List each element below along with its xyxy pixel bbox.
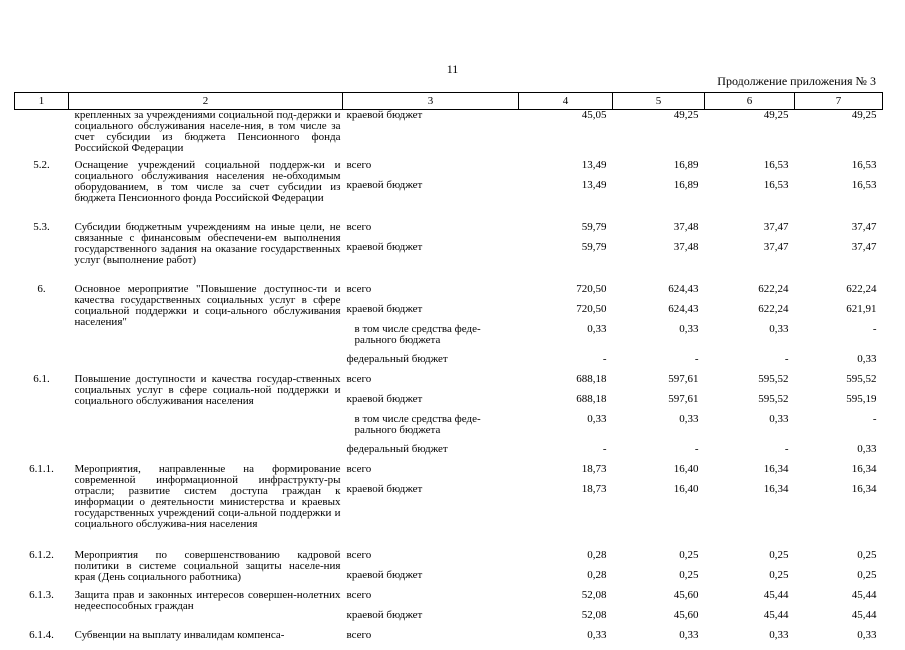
table-row <box>15 284 883 374</box>
activity-name: Защита прав и законных интересов совершен-нолетних недееспособных граждан <box>74 588 341 612</box>
row-number: 6. <box>37 282 46 295</box>
amount-value: 59,79 <box>581 220 607 233</box>
activity-name: Мероприятия, направленные на формирование современной информационной инфраструкту-ры отрасли; развитие систем доступа граждан к информации о деятельности министерства и краевых государственных учреждений соци-альной поддержки и социального обслужива-ния населения <box>74 462 341 530</box>
amount-value: 18,73 <box>581 482 607 495</box>
value-cell-col5 <box>613 160 705 222</box>
funding-source-cell <box>343 374 519 464</box>
amount-value: 0,25 <box>679 548 699 561</box>
amount-value: 52,08 <box>581 608 607 621</box>
funding-source-cell <box>343 222 519 284</box>
row-number: 6.1.1. <box>29 462 54 475</box>
value-cell-col7 <box>795 110 883 160</box>
row-number: 5.3. <box>33 220 50 233</box>
value-cell-col4 <box>519 110 613 160</box>
value-cell-col4 <box>519 222 613 284</box>
amount-value: 0,33 <box>679 322 699 335</box>
header-cell: 6 <box>705 93 795 110</box>
amount-value: 37,47 <box>851 240 877 253</box>
value-cell-col6 <box>705 550 795 590</box>
table-row <box>15 590 883 630</box>
value-cell-col7 <box>795 590 883 630</box>
page-number: 11 <box>446 62 459 76</box>
row-number: 6.1.3. <box>29 588 54 601</box>
value-cell-col7 <box>795 222 883 284</box>
funding-source: всего <box>346 462 372 475</box>
activity-name: Мероприятия по совершенствованию кадровой политики в системе социальной защиты населе-ния края (День социального работника) <box>74 548 341 583</box>
amount-value: - <box>694 352 699 365</box>
value-cell-col6 <box>705 222 795 284</box>
amount-value: 597,61 <box>668 372 699 385</box>
funding-source: всего <box>346 372 372 385</box>
amount-value: - <box>602 352 607 365</box>
amount-value: 13,49 <box>581 178 607 191</box>
funding-source: краевой бюджет <box>346 302 423 315</box>
amount-value: 16,40 <box>673 482 699 495</box>
header-cell: 1 <box>15 93 69 110</box>
amount-value: 13,49 <box>581 158 607 171</box>
amount-value: 688,18 <box>576 372 607 385</box>
amount-value: 18,73 <box>581 462 607 475</box>
amount-value: 0,25 <box>769 568 789 581</box>
amount-value: 0,33 <box>587 628 607 641</box>
header-cell: 3 <box>343 93 519 110</box>
amount-value: 0,33 <box>857 442 877 455</box>
amount-value: 597,61 <box>668 392 699 405</box>
table-row <box>15 464 883 550</box>
table-row <box>15 110 883 160</box>
amount-value: 49,25 <box>851 109 877 121</box>
amount-value: 37,47 <box>763 240 789 253</box>
row-number: 6.1.2. <box>29 548 54 561</box>
funding-source: краевой бюджет <box>346 482 423 495</box>
value-cell-col5 <box>613 374 705 464</box>
amount-value: 37,47 <box>763 220 789 233</box>
funding-source-cell <box>343 590 519 630</box>
funding-source: федеральный бюджет <box>346 352 448 365</box>
activity-name: Субвенции на выплату инвалидам компенса- <box>74 628 285 641</box>
table-row <box>15 374 883 464</box>
funding-source: в том числе средства феде-рального бюджета <box>354 412 481 436</box>
value-cell-col7 <box>795 550 883 590</box>
funding-source-cell <box>343 160 519 222</box>
amount-value: 622,24 <box>846 282 877 295</box>
amount-value: 0,33 <box>587 412 607 425</box>
amount-value: 0,25 <box>857 568 877 581</box>
value-cell-col7 <box>795 284 883 374</box>
row-number <box>15 110 69 160</box>
amount-value: 16,89 <box>673 158 699 171</box>
amount-value: 688,18 <box>576 392 607 405</box>
amount-value: 622,24 <box>758 282 789 295</box>
continuation-label: Продолжение приложения № 3 <box>717 74 876 88</box>
funding-source: федеральный бюджет <box>346 442 448 455</box>
funding-source-cell <box>343 284 519 374</box>
funding-source: в том числе средства феде-рального бюджета <box>354 322 481 346</box>
funding-source: всего <box>346 628 372 641</box>
amount-value: 45,05 <box>581 109 607 121</box>
amount-value: - <box>602 442 607 455</box>
amount-value: 16,34 <box>763 462 789 475</box>
funding-source-cell <box>343 464 519 550</box>
amount-value: 16,34 <box>851 482 877 495</box>
value-cell-col5 <box>613 110 705 160</box>
value-cell-col6 <box>705 284 795 374</box>
amount-value: - <box>784 352 789 365</box>
row-number: 6.1. <box>33 372 50 385</box>
amount-value: 45,44 <box>851 608 877 621</box>
value-cell-col4 <box>519 160 613 222</box>
activity-name: Субсидии бюджетным учреждениям на иные цели, не связанные с финансовым обеспечени-ем выполнения государственного задания на оказание государственных услуг (выполнение работ) <box>74 220 341 266</box>
amount-value: 0,25 <box>857 548 877 561</box>
funding-source-cell <box>343 550 519 590</box>
table-header <box>15 93 883 110</box>
amount-value: 595,19 <box>846 392 877 405</box>
amount-value: - <box>872 412 877 425</box>
row-number: 5.2. <box>33 158 50 171</box>
value-cell-col4 <box>519 590 613 630</box>
amount-value: 595,52 <box>846 372 877 385</box>
funding-source: краевой бюджет <box>346 392 423 405</box>
amount-value: 621,91 <box>846 302 877 315</box>
amount-value: 0,25 <box>769 548 789 561</box>
amount-value: 16,40 <box>673 462 699 475</box>
value-cell-col6 <box>705 464 795 550</box>
amount-value: 0,33 <box>587 322 607 335</box>
header-cell: 5 <box>613 93 705 110</box>
amount-value: 595,52 <box>758 392 789 405</box>
amount-value: - <box>872 322 877 335</box>
amount-value: 37,48 <box>673 220 699 233</box>
amount-value: 16,53 <box>763 158 789 171</box>
amount-value: 16,34 <box>851 462 877 475</box>
value-cell-col4 <box>519 550 613 590</box>
value-cell-col7 <box>795 160 883 222</box>
budget-table <box>14 92 883 650</box>
amount-value: 45,60 <box>673 608 699 621</box>
amount-value: - <box>784 442 789 455</box>
value-cell-col4 <box>519 464 613 550</box>
table-row <box>15 160 883 222</box>
activity-name: Основное мероприятие "Повышение доступнос-ти и качества государственных социальных услуг в сфере социальной поддержки и соци-ального обслуживания населения" <box>74 282 341 328</box>
table-row <box>15 222 883 284</box>
amount-value: 45,44 <box>851 588 877 601</box>
funding-source: всего <box>346 548 372 561</box>
amount-value: - <box>694 442 699 455</box>
funding-source: всего <box>346 158 372 171</box>
amount-value: 45,44 <box>763 608 789 621</box>
funding-source: краевой бюджет <box>346 608 423 621</box>
activity-name: крепленных за учреждениями социальной под-держки и социального обслуживания населе-ния, в том числе за счет субсидии из бюджета Пенсионного фонда Российской Федерации <box>74 109 341 154</box>
amount-value: 49,25 <box>673 109 699 121</box>
funding-source: всего <box>346 588 372 601</box>
amount-value: 16,34 <box>763 482 789 495</box>
value-cell-col6 <box>705 374 795 464</box>
amount-value: 624,43 <box>668 302 699 315</box>
amount-value: 0,33 <box>769 412 789 425</box>
amount-value: 720,50 <box>576 282 607 295</box>
amount-value: 0,33 <box>679 412 699 425</box>
amount-value: 16,89 <box>673 178 699 191</box>
funding-source-cell <box>343 110 519 160</box>
amount-value: 0,28 <box>587 548 607 561</box>
amount-value: 0,33 <box>857 628 877 641</box>
header-cell: 2 <box>69 93 343 110</box>
funding-source: краевой бюджет <box>346 109 423 121</box>
value-cell-col4 <box>519 374 613 464</box>
amount-value: 45,60 <box>673 588 699 601</box>
activity-name: Оснащение учреждений социальной поддерж-ки и социального обслуживания населения не-обходимым оборудованием, в том числе за счет субсидии из бюджета Пенсионного фонда Российской Федерации <box>74 158 341 204</box>
amount-value: 0,33 <box>769 628 789 641</box>
amount-value: 0,25 <box>679 568 699 581</box>
funding-source: всего <box>346 220 372 233</box>
amount-value: 622,24 <box>758 302 789 315</box>
amount-value: 16,53 <box>851 158 877 171</box>
amount-value: 16,53 <box>851 178 877 191</box>
amount-value: 49,25 <box>763 109 789 121</box>
amount-value: 720,50 <box>576 302 607 315</box>
value-cell-col7 <box>795 374 883 464</box>
table-row <box>15 550 883 590</box>
value-cell-col5 <box>613 284 705 374</box>
value-cell-col7 <box>795 464 883 550</box>
amount-value: 624,43 <box>668 282 699 295</box>
funding-source: всего <box>346 282 372 295</box>
value-cell-col5 <box>613 222 705 284</box>
row-number: 6.1.4. <box>29 628 54 641</box>
amount-value: 52,08 <box>581 588 607 601</box>
value-cell-col4 <box>519 284 613 374</box>
table-body <box>15 110 883 650</box>
value-cell-col5 <box>613 464 705 550</box>
amount-value: 0,33 <box>857 352 877 365</box>
funding-source: краевой бюджет <box>346 568 423 581</box>
amount-value: 59,79 <box>581 240 607 253</box>
header-cell: 7 <box>795 93 883 110</box>
amount-value: 0,33 <box>679 628 699 641</box>
amount-value: 16,53 <box>763 178 789 191</box>
value-cell-col6 <box>705 590 795 630</box>
funding-source: краевой бюджет <box>346 178 423 191</box>
value-cell-col5 <box>613 550 705 590</box>
amount-value: 37,47 <box>851 220 877 233</box>
header-cell: 4 <box>519 93 613 110</box>
header-row <box>15 93 883 110</box>
value-cell-col5 <box>613 590 705 630</box>
amount-value: 45,44 <box>763 588 789 601</box>
funding-source: краевой бюджет <box>346 240 423 253</box>
value-cell-col6 <box>705 110 795 160</box>
activity-name: Повышение доступности и качества государ-ственных социальных услуг в сфере социаль-ной поддержки и социального обслуживания населения <box>74 372 341 407</box>
value-cell-col6 <box>705 160 795 222</box>
amount-value: 0,28 <box>587 568 607 581</box>
amount-value: 0,33 <box>769 322 789 335</box>
amount-value: 595,52 <box>758 372 789 385</box>
amount-value: 37,48 <box>673 240 699 253</box>
